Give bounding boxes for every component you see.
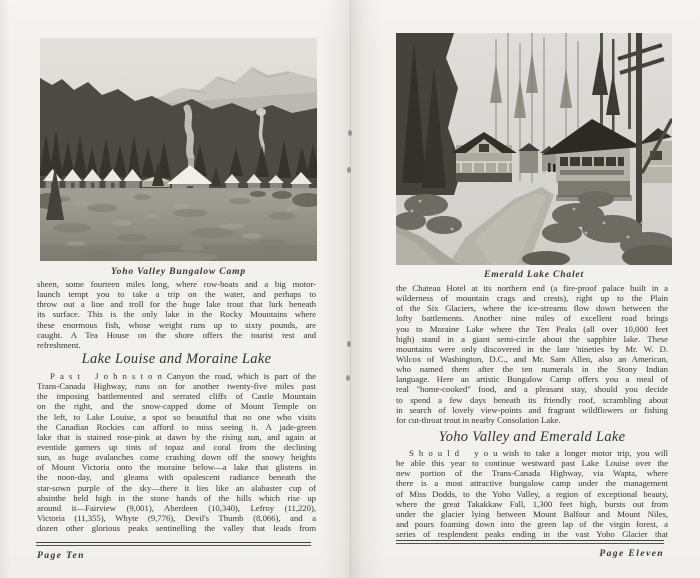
text-line: launch tempt you to take a trip on the water, and perhaps to [37, 289, 316, 300]
text-line: and pours foaming down into the green lap of the virgin forest, a [396, 518, 668, 529]
text-line: high) stand in a giant semi-circle about the sapphire lake. These [396, 333, 668, 344]
text-line: refreshment. [37, 339, 81, 350]
left-section-paragraph [37, 371, 316, 533]
text-line: lake that is stained rose-pink at dawn by the rising sun, and again at [37, 431, 316, 442]
emerald-lake-chalet-photo-illustration [396, 33, 672, 265]
right-footer-rule [396, 540, 664, 544]
right-intro-paragraph [396, 283, 668, 425]
right-page-number: Page Eleven [599, 548, 664, 559]
text-line: throw out a line and troll for the huge lake trout that lurk beneath [37, 299, 316, 310]
text-line: where the great Takakkaw Fall, 1,300 feet high, bursts out from [396, 498, 668, 509]
text-line: Trans-Canada Highway, runs on for another twenty-five miles past [37, 381, 316, 392]
text-line: S h o u l d y o u wish to take a longer motor trip, you will [409, 448, 668, 458]
left-photo-caption: Yoho Valley Bungalow Camp [111, 266, 246, 277]
text-line: the left, to Lake Louise, a spot so beautiful that no one who visits [37, 411, 316, 422]
text-line: for cut-throat trout in nearby Consolation Lake. [396, 414, 561, 425]
text-line: caught. A Tea House on the shore offers the tourist rest and [37, 329, 316, 340]
text-line: of Miss Dodds, to the Yoho Valley, a region of exceptional beauty, [396, 488, 668, 499]
right-section-heading: Yoho Valley and Emerald Lake [438, 429, 626, 445]
bungalow-camp-photo-illustration [40, 38, 317, 261]
text-line: language. Here an artistic Bungalow Camp offers you a meal of [396, 374, 668, 385]
text-line: these enormous fish, whose weight runs up to sixty pounds, are [37, 319, 316, 330]
text-line: new portion of the Trans-Canada Highway, via Wapta, where [396, 468, 668, 479]
text-line: under the glacier lying between Mount Balfour and Mount Niles, [396, 508, 668, 519]
text-line: on the right, and the snow-capped dome of Mount Temple on [37, 401, 316, 412]
gutter-shadow [322, 0, 384, 578]
staple-mark [347, 167, 351, 173]
text-line: who named them after the ten numerals in the Stony Indian [396, 364, 668, 375]
right-section-paragraph [396, 448, 668, 539]
text-line: eventide garners up tints of topaz and coral from the declining [37, 441, 316, 452]
text-line: you to Moraine Lake where the Ten Peaks (all over 10,000 feet [396, 323, 668, 334]
right-photo-caption: Emerald Lake Chalet [484, 269, 584, 280]
staple-mark [348, 130, 352, 136]
left-intro-paragraph [37, 279, 316, 350]
text-line: its surface. This is the only lake in the Rocky Mountains where [37, 309, 316, 320]
text-line: lofty battlements. Another nine miles of excellent road brings [396, 313, 668, 324]
text-line: absinthe held high in the stone hands of the hills which rise up [37, 492, 316, 503]
text-line: there is a most attractive bungalow camp under the management [396, 478, 668, 489]
text-line: sun, as huge avalanches come crashing down off the snowy heights [37, 452, 316, 463]
bungalow-camp-photo [40, 38, 317, 261]
page-edge-shadow [0, 0, 10, 578]
staple-mark [347, 341, 351, 347]
text-line: of the Six Glaciers, where the ice-streams flow down between the [396, 303, 668, 314]
text-line: star-sown purple of the sky—there it lies like an alabaster cup of [37, 482, 316, 493]
text-line: sheen, some fourteen miles long, where row-boats and a big motor- [37, 279, 316, 289]
text-line: the imposing battlemented and serrated cliffs of Castle Mountain [37, 391, 316, 402]
left-footer-rule [36, 542, 311, 546]
text-line: dozen other glorious peaks sentinelling the valley that leads from [37, 523, 316, 534]
text-line: wilderness of mountain crags and crests), right up to the Plain [396, 293, 668, 304]
text-line: the Canadian Rockies can afford to miss seeing it. A jade-green [37, 421, 316, 432]
text-line: Victoria (11,355), Whyte (9,776), Devil's Thumb (8,066), and a [37, 512, 316, 523]
text-line: real "home-cooked" food, and a pleasant stay, should you decide [396, 384, 668, 395]
text-line: in search of lovely view-points and fragrant wildflowers or fishing [396, 404, 668, 415]
text-line: P a s t J o h n s t o n Canyon the road, which is part of the [50, 371, 316, 381]
text-line: mountains were only discovered in the late 'nineties by Mr. W. D. [396, 343, 668, 354]
staple-mark [346, 375, 350, 381]
text-line: the noon-day, and gleams with opalescent radiance beneath the [37, 472, 316, 483]
text-line: to spend a few days beneath its friendly roof, scrambling about [396, 394, 668, 405]
left-page-number: Page Ten [37, 550, 85, 561]
text-line: around it—Fairview (9,001), Aberdeen (10,340), Lefroy (11,220), [37, 502, 316, 513]
text-line: Wilcox of Washington, D.C., and Mr. Sam Allen, also an American, [396, 353, 668, 364]
left-section-heading: Lake Louise and Moraine Lake [81, 351, 272, 367]
text-line: be able this year to continue westward past Lake Louise over the [396, 458, 668, 469]
binding-crease [350, 0, 351, 578]
text-line: series of resplendent peaks ending in the vast Yoho Glacier that [396, 529, 668, 540]
text-line: the Chateau Hotel at its northern end (a fire-proof palace built in a [396, 283, 668, 293]
emerald-lake-chalet-photo [396, 33, 672, 265]
text-line: of Mount Victoria onto the moraine below—a lake that glistens in [37, 462, 316, 473]
